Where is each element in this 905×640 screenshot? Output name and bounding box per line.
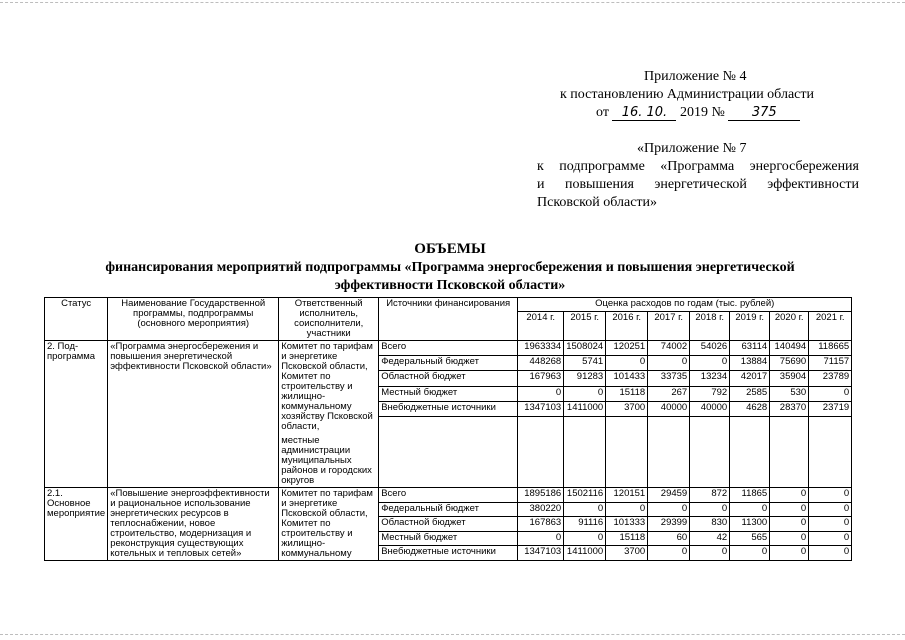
source-cell: Федеральный бюджет (379, 502, 518, 517)
scan-edge-top (0, 2, 905, 3)
value-cell: 0 (690, 356, 730, 371)
value-cell: 0 (809, 517, 852, 532)
name-cell: «Программа энергосбережения и повышения энергетической эффективности Псковской области» (108, 341, 279, 488)
table-row (45, 341, 852, 356)
header-year: 2016 г. (606, 312, 648, 341)
value-cell: 1347103 (518, 546, 564, 561)
appendix-7-line-2: и повышения энергетической эффективности (537, 177, 859, 192)
header-year: 2014 г. (518, 312, 564, 341)
value-cell: 118665 (809, 341, 852, 356)
header-year: 2019 г. (730, 312, 770, 341)
value-cell: 1895186 (518, 488, 564, 503)
header-year: 2017 г. (648, 312, 690, 341)
header-executor: Ответственный исполнитель, соисполнители, участники (279, 298, 379, 341)
value-cell-empty (809, 417, 852, 488)
value-cell: 1347103 (518, 401, 564, 416)
value-cell: 3700 (606, 401, 648, 416)
value-cell: 0 (606, 502, 648, 517)
funding-table (44, 297, 852, 561)
value-cell: 42 (690, 531, 730, 546)
document-title: ОБЪЕМЫ (414, 241, 486, 257)
value-cell: 1411000 (564, 401, 606, 416)
value-cell: 530 (770, 386, 809, 401)
value-cell: 0 (770, 531, 809, 546)
value-cell-empty (730, 417, 770, 488)
source-cell: Всего (379, 488, 518, 503)
header-estimate: Оценка расходов по годам (тыс. рублей) (518, 298, 852, 312)
value-cell-empty (648, 417, 690, 488)
value-cell: 29399 (648, 517, 690, 532)
appendix-7-line-1: к подпрограмме «Программа энергосбережения (537, 159, 859, 174)
value-cell-empty (770, 417, 809, 488)
value-cell-empty (518, 417, 564, 488)
value-cell: 120251 (606, 341, 648, 356)
document-subtitle-line-2: эффективности Псковской области» (334, 278, 566, 293)
value-cell: 91116 (564, 517, 606, 532)
value-cell: 101333 (606, 517, 648, 532)
appendix-4-date-line (560, 104, 860, 122)
value-cell: 40000 (690, 401, 730, 416)
value-cell: 3700 (606, 546, 648, 561)
value-cell: 120151 (606, 488, 648, 503)
appendix-7-title: «Приложение № 7 (637, 141, 747, 156)
table-row (45, 488, 852, 503)
value-cell: 63114 (730, 341, 770, 356)
appendix-4-title: Приложение № 4 (644, 69, 747, 84)
value-cell: 13234 (690, 371, 730, 386)
value-cell: 380220 (518, 502, 564, 517)
value-cell: 101433 (606, 371, 648, 386)
value-cell: 1508024 (564, 341, 606, 356)
value-cell: 0 (809, 386, 852, 401)
source-cell: Всего (379, 341, 518, 356)
executor-cell (279, 341, 379, 488)
source-cell: Областной бюджет (379, 517, 518, 532)
appendix-4-block (560, 68, 860, 122)
executor-text-b: местные администрации муниципальных районов и городских округов (281, 435, 372, 486)
value-cell: 0 (690, 502, 730, 517)
value-cell: 1502116 (564, 488, 606, 503)
handwritten-number: 375 (728, 106, 800, 121)
document-subtitle (40, 259, 860, 295)
value-cell: 11300 (730, 517, 770, 532)
value-cell: 5741 (564, 356, 606, 371)
header-name: Наименование Государственной программы, подпрограммы (основного мероприятия) (108, 298, 279, 341)
from-prefix: от (596, 105, 609, 120)
header-row-1 (45, 298, 852, 312)
value-cell: 872 (690, 488, 730, 503)
value-cell: 0 (564, 502, 606, 517)
value-cell: 0 (730, 546, 770, 561)
source-cell: Местный бюджет (379, 531, 518, 546)
value-cell: 60 (648, 531, 690, 546)
value-cell: 0 (690, 546, 730, 561)
value-cell: 75690 (770, 356, 809, 371)
source-cell: Внебюджетные источники (379, 401, 518, 416)
value-cell: 13884 (730, 356, 770, 371)
appendix-7-block (537, 140, 859, 212)
header-sources: Источники финансирования (379, 298, 518, 341)
header-year: 2021 г. (809, 312, 852, 341)
value-cell: 28370 (770, 401, 809, 416)
value-cell: 565 (730, 531, 770, 546)
source-cell-empty (379, 417, 518, 488)
value-cell-empty (564, 417, 606, 488)
value-cell: 0 (809, 531, 852, 546)
value-cell: 33735 (648, 371, 690, 386)
executor-text-a: Комитет по тарифам и энергетике Псковской области, Комитет по строительству и жилищно-коммунальному хозяйству Псковской области, (281, 341, 373, 432)
source-cell: Местный бюджет (379, 386, 518, 401)
value-cell: 0 (518, 531, 564, 546)
value-cell: 23789 (809, 371, 852, 386)
status-cell: 2. Под-программа (45, 341, 108, 488)
appendix-7-line-3: Псковской области» (537, 195, 658, 210)
value-cell: 91283 (564, 371, 606, 386)
value-cell: 167963 (518, 371, 564, 386)
value-cell: 0 (770, 546, 809, 561)
value-cell: 0 (606, 356, 648, 371)
value-cell: 35904 (770, 371, 809, 386)
value-cell: 40000 (648, 401, 690, 416)
value-cell: 0 (809, 546, 852, 561)
value-cell: 54026 (690, 341, 730, 356)
value-cell: 140494 (770, 341, 809, 356)
handwritten-date: 16. 10. (612, 106, 676, 121)
header-year: 2020 г. (770, 312, 809, 341)
value-cell: 2585 (730, 386, 770, 401)
year-number-label: 2019 № (679, 105, 725, 120)
source-cell: Внебюджетные источники (379, 546, 518, 561)
header-year: 2015 г. (564, 312, 606, 341)
value-cell: 1411000 (564, 546, 606, 561)
executor-cell: Комитет по тарифам и энергетике Псковской области, Комитет по строительству и жилищно-коммунальному (279, 488, 379, 561)
value-cell: 0 (564, 386, 606, 401)
value-cell: 71157 (809, 356, 852, 371)
value-cell: 29459 (648, 488, 690, 503)
value-cell: 0 (564, 531, 606, 546)
header-status: Статус (45, 298, 108, 341)
scan-edge-bottom (0, 634, 905, 635)
value-cell: 0 (809, 502, 852, 517)
value-cell: 0 (518, 386, 564, 401)
value-cell: 0 (648, 546, 690, 561)
value-cell: 1963334 (518, 341, 564, 356)
appendix-4-subtitle: к постановлению Администрации области (560, 87, 814, 102)
name-cell: «Повышение энергоэффективности и рациональное использование энергетических ресурсов в теплоснабжении, новое строительство, модернизация и реконструкция существующих котельных и тепловых сетей» (108, 488, 279, 561)
value-cell: 0 (770, 517, 809, 532)
source-cell: Федеральный бюджет (379, 356, 518, 371)
header-year: 2018 г. (690, 312, 730, 341)
value-cell: 0 (730, 502, 770, 517)
value-cell: 23719 (809, 401, 852, 416)
value-cell: 167863 (518, 517, 564, 532)
value-cell: 11865 (730, 488, 770, 503)
value-cell: 792 (690, 386, 730, 401)
status-cell: 2.1. Основное мероприятие (45, 488, 108, 561)
value-cell: 0 (770, 488, 809, 503)
value-cell: 0 (770, 502, 809, 517)
value-cell: 0 (648, 356, 690, 371)
value-cell: 830 (690, 517, 730, 532)
value-cell: 42017 (730, 371, 770, 386)
document-subtitle-line-1: финансирования мероприятий подпрограммы «Программа энергосбережения и повышения энергетической (105, 260, 795, 275)
value-cell: 15118 (606, 531, 648, 546)
value-cell-empty (690, 417, 730, 488)
value-cell: 4628 (730, 401, 770, 416)
value-cell: 267 (648, 386, 690, 401)
value-cell: 74002 (648, 341, 690, 356)
value-cell-empty (606, 417, 648, 488)
source-cell: Областной бюджет (379, 371, 518, 386)
value-cell: 448268 (518, 356, 564, 371)
value-cell: 0 (648, 502, 690, 517)
value-cell: 15118 (606, 386, 648, 401)
value-cell: 0 (809, 488, 852, 503)
